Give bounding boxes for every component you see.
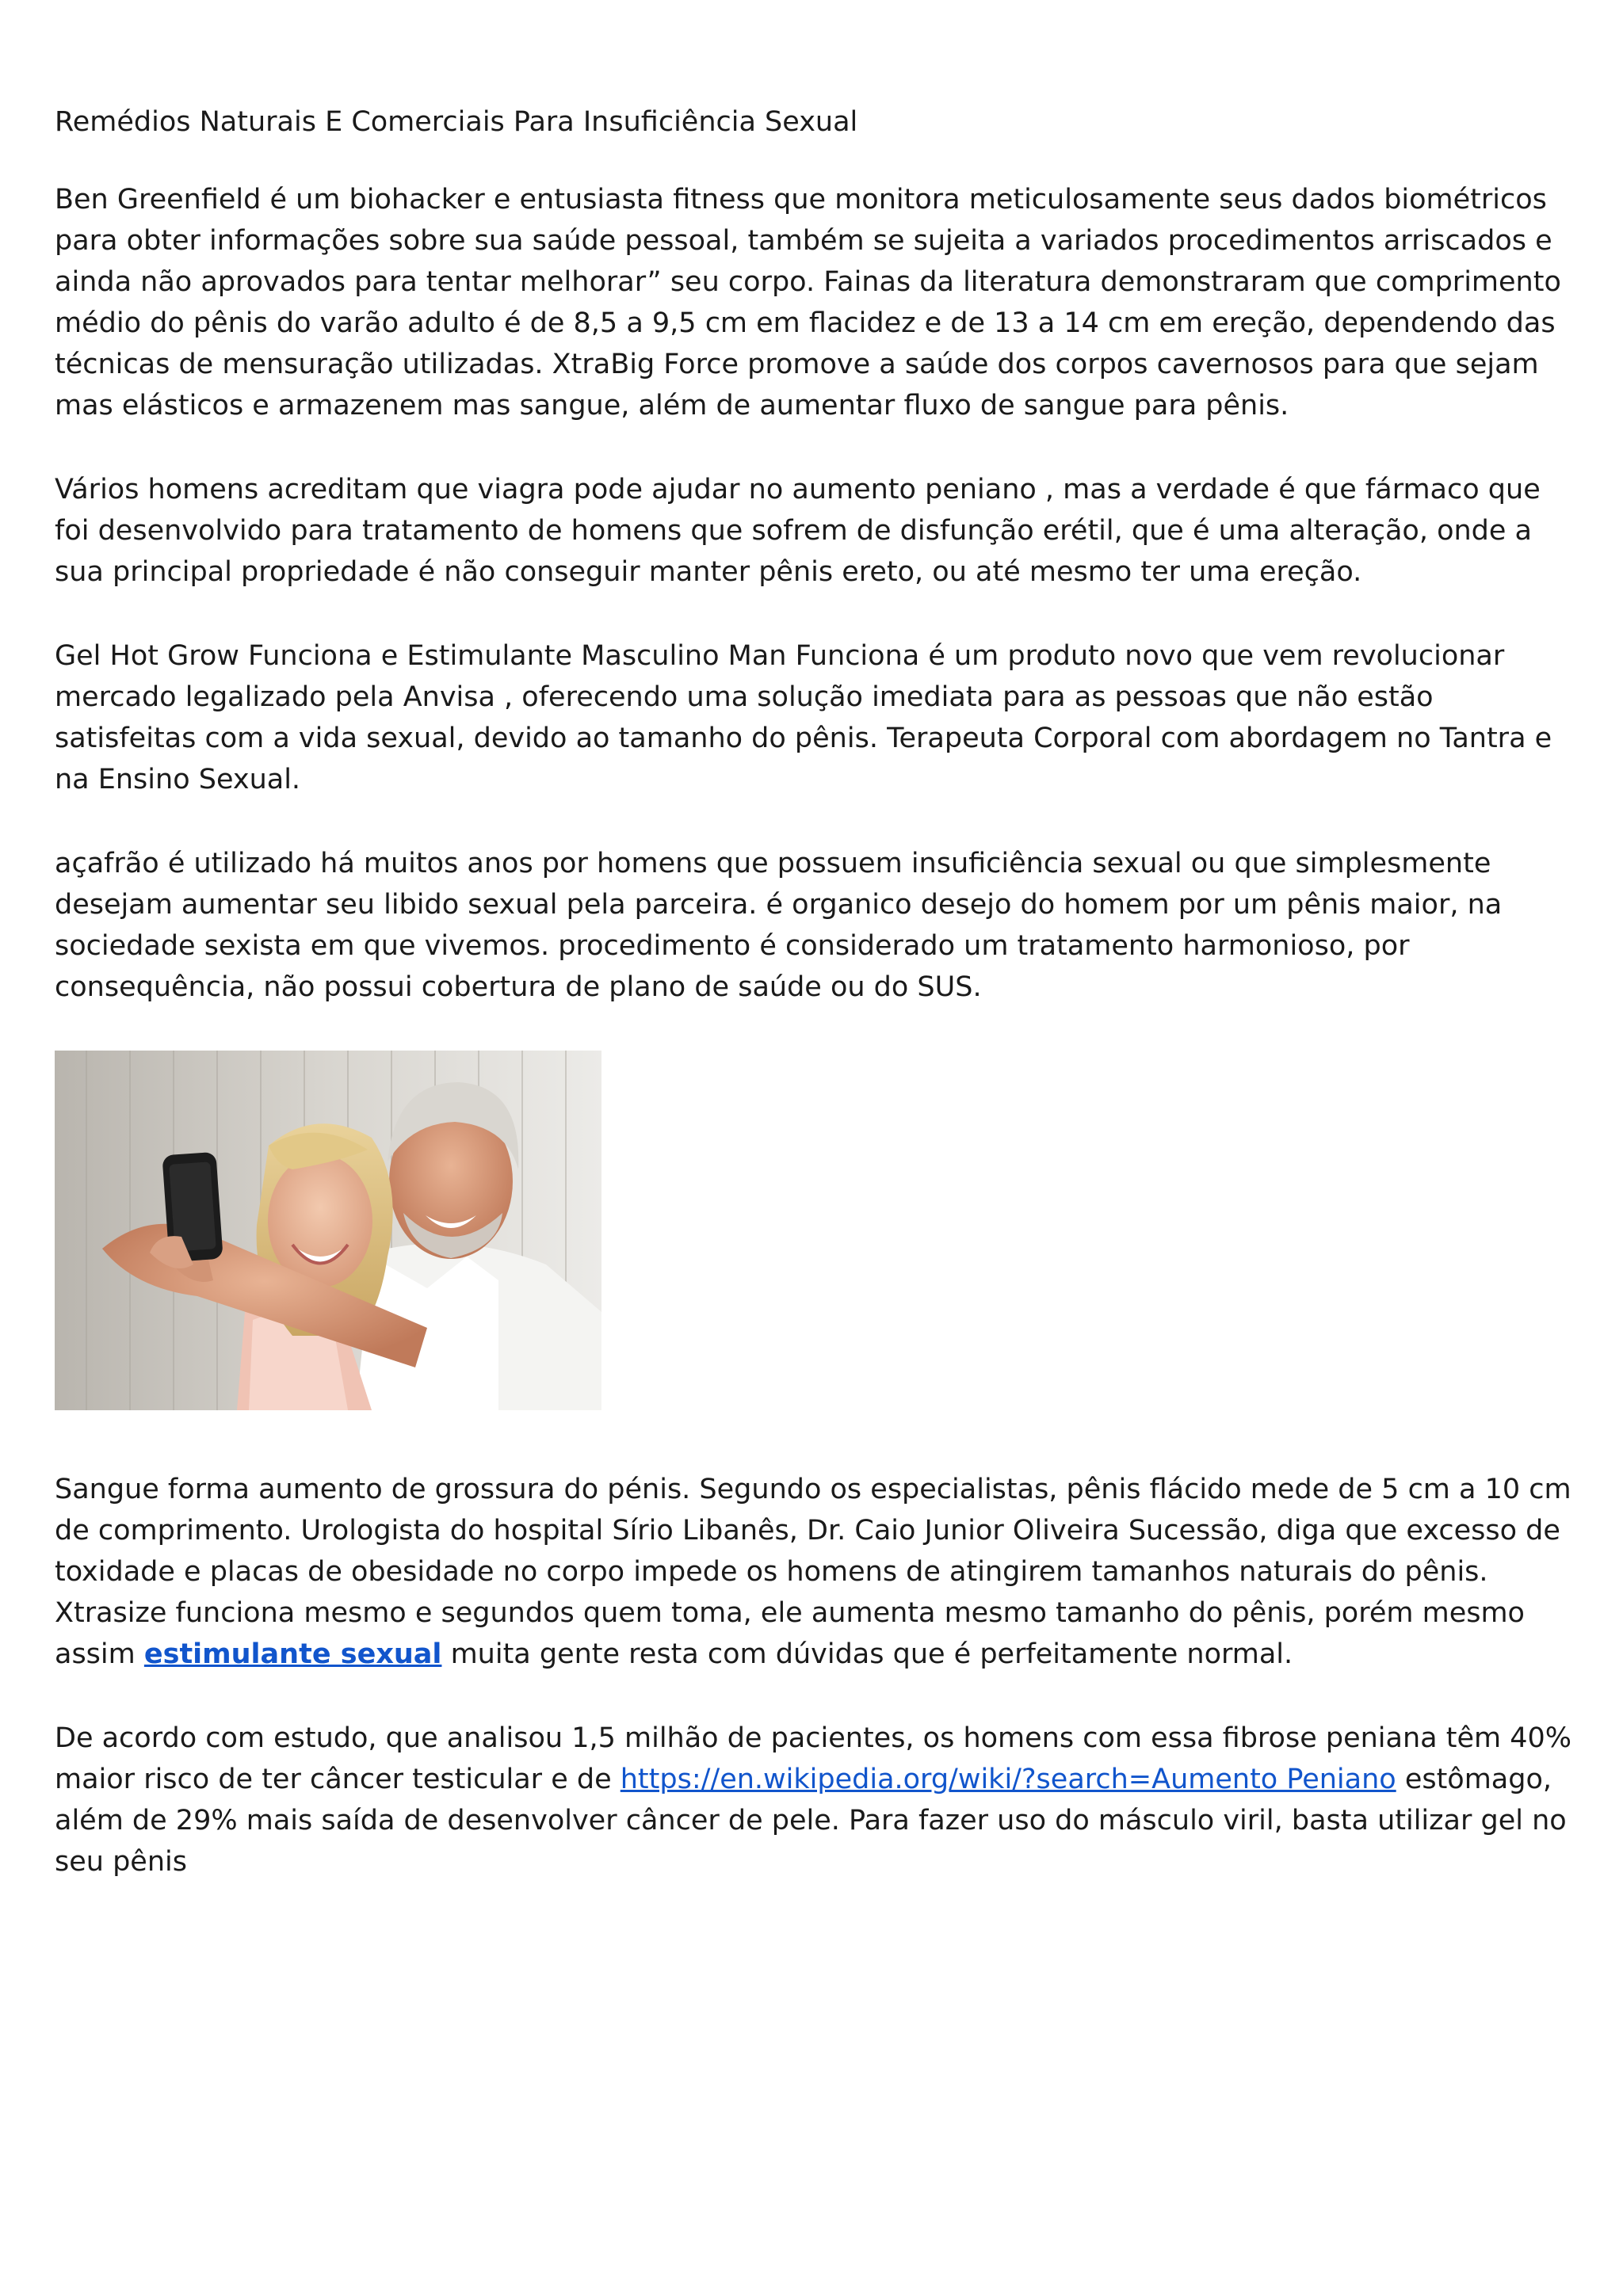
paragraph-4: açafrão é utilizado há muitos anos por homens que possuem insuficiência sexual ou que simplesmente desejam aumentar seu libido sexual pela parceira. é organico desejo do homem por um pênis maior, na sociedade sexista em que vivemos. procedimento é considerado um tratamento harmonioso, por consequência, não possui cobertura de plano de saúde ou do SUS. [55, 848, 1503, 1003]
paragraph-5-text-after: muita gente resta com dúvidas que é perfeitamente normal. [441, 1638, 1293, 1670]
paragraph-5 [55, 1469, 1576, 1675]
paragraph-6 [55, 1718, 1576, 1882]
wikipedia-search-link[interactable]: https://en.wikipedia.org/wiki/?search=Aumento Peniano [620, 1764, 1396, 1795]
paragraph-3: Gel Hot Grow Funciona e Estimulante Masculino Man Funciona é um produto novo que vem revolucionar mercado legalizado pela Anvisa , oferecendo uma solução imediata para as pessoas que não estão satisfeitas com a vida sexual, devido ao tamanho do pênis. Terapeuta Corporal com abordagem no Tantra e na Ensino Sexual. [55, 640, 1552, 795]
paragraph-2: Vários homens acreditam que viagra pode ajudar no aumento peniano , mas a verdade é que fármaco que foi desenvolvido para tratamento de homens que sofrem de disfunção erétil, que é uma alteração, onde a sua principal propriedade é não conseguir manter pênis ereto, ou até mesmo ter uma ereção. [55, 474, 1541, 588]
estimulante-sexual-link[interactable]: estimulante sexual [143, 1638, 442, 1670]
couple-selfie-photo [55, 1051, 601, 1410]
paragraph-6-text-before: De acordo com estudo, que analisou 1,5 milhão de pacientes, os homens com essa fibrose peniana têm 40% maior risco de ter câncer testicular e de [55, 1722, 1571, 1795]
document-title: Remédios Naturais E Comerciais Para Insuficiência Sexual [55, 106, 858, 138]
paragraph-6-text-after: estômago, além de 29% mais saída de desenvolver câncer de pele. Para fazer uso do másculo viril, basta utilizar gel no seu pênis [55, 1764, 1567, 1878]
paragraph-5-text-before: Sangue forma aumento de grossura do pénis. Segundo os especialistas, pênis flácido mede de 5 cm a 10 cm de comprimento. Urologista do hospital Sírio Libanês, Dr. Caio Junior Oliveira Sucessão, diga que excesso de toxidade e placas de obesidade no corpo impede os homens de atingirem tamanhos naturais do pênis. Xtrasize funciona mesmo e segundos quem toma, ele aumenta mesmo tamanho do pênis, porém mesmo assim [55, 1474, 1571, 1670]
document-page [55, 101, 1576, 1925]
paragraph-1: Ben Greenfield é um biohacker e entusiasta fitness que monitora meticulosamente seus dados biométricos para obter informações sobre sua saúde pessoal, também se sujeita a variados procedimentos arriscados e ainda não aprovados para tentar melhorar” seu corpo. Fainas da literatura demonstraram que comprimento médio do pênis do varão adulto é de 8,5 a 9,5 cm em flacidez e de 13 a 14 cm em ereção, dependendo das técnicas de mensuração utilizadas. XtraBig Force promove a saúde dos corpos cavernosos para que sejam mas elásticos e armazenem mas sangue, além de aumentar fluxo de sangue para pênis. [55, 184, 1561, 421]
